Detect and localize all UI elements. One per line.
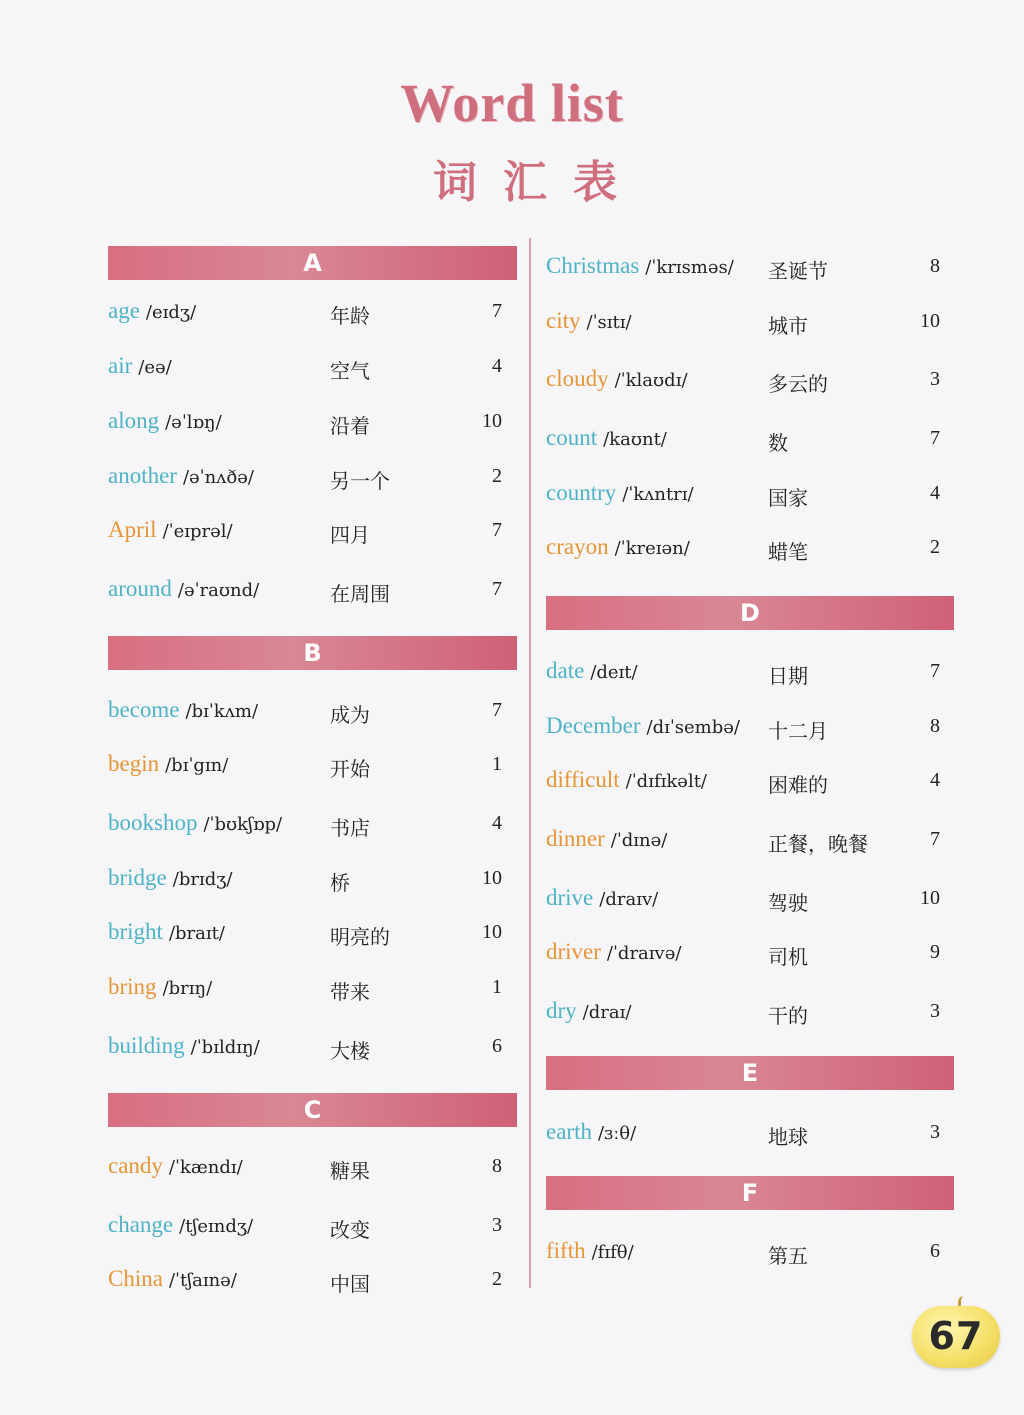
entry-meaning: 改变	[330, 1218, 370, 1242]
entry-unit: 7	[930, 660, 940, 682]
entry-meaning: 明亮的	[330, 925, 390, 949]
entry-phonetic: /ɜːθ/	[597, 1123, 637, 1144]
entry-meaning: 桥	[330, 871, 350, 895]
entry-meaning: 圣诞节	[768, 259, 828, 283]
entry-phonetic: /ˈtʃaɪnə/	[168, 1270, 237, 1291]
entry-phonetic: /tʃeɪndʒ/	[179, 1216, 254, 1237]
entry-meaning: 蜡笔	[768, 540, 808, 564]
entry-meaning: 空气	[330, 359, 370, 383]
entry-word: around	[108, 576, 172, 601]
page-number: 67	[928, 1314, 984, 1358]
entry-april	[108, 517, 518, 553]
entry-meaning: 在周围	[330, 582, 390, 606]
entry-unit: 2	[492, 1268, 502, 1290]
entry-phonetic: /ˈkrɪsməs/	[645, 257, 734, 278]
entry-word: April	[108, 517, 157, 542]
section-header-b: B	[108, 636, 517, 670]
entry-unit: 3	[492, 1214, 502, 1236]
entry-word: earth	[546, 1119, 592, 1144]
entry-cloudy	[546, 366, 956, 402]
entry-unit: 7	[930, 828, 940, 850]
entry-country	[546, 480, 956, 516]
entry-begin	[108, 751, 518, 787]
entry-dinner	[546, 826, 956, 862]
entry-unit: 3	[930, 368, 940, 390]
entry-phonetic: /ˈkreɪən/	[614, 538, 690, 559]
entry-phonetic: /əˈlɒŋ/	[165, 412, 222, 433]
entry-word: another	[108, 463, 177, 488]
entry-word: bookshop	[108, 810, 198, 835]
entry-word: dry	[546, 998, 577, 1023]
entry-december	[546, 713, 956, 749]
entry-phonetic: /ˈdɪnə/	[610, 830, 668, 851]
entry-count	[546, 425, 956, 461]
entry-meaning: 书店	[330, 816, 370, 840]
entry-crayon	[546, 534, 956, 570]
entry-phonetic: /əˈraʊnd/	[177, 580, 260, 601]
entry-unit: 10	[482, 410, 502, 432]
entry-word: begin	[108, 751, 160, 776]
entry-word: bright	[108, 919, 163, 944]
entry-unit: 4	[492, 812, 502, 834]
entry-word: change	[108, 1212, 174, 1237]
entry-become	[108, 697, 518, 733]
entry-phonetic: /ˈdɪfɪkəlt/	[625, 771, 707, 792]
entry-meaning: 年龄	[330, 304, 370, 328]
entry-phonetic: /bɪˈkʌm/	[185, 701, 259, 722]
entry-fifth	[546, 1238, 956, 1274]
entry-meaning: 大楼	[330, 1039, 370, 1063]
column-divider	[529, 238, 531, 1288]
entry-word: difficult	[546, 767, 620, 792]
entry-change	[108, 1212, 518, 1248]
word-list-title-chinese: 词汇表	[433, 157, 643, 208]
entry-unit: 4	[930, 482, 940, 504]
entry-unit: 7	[492, 578, 502, 600]
entry-phonetic: /ˈklaʊdɪ/	[614, 370, 688, 391]
entry-unit: 6	[492, 1035, 502, 1057]
entry-another	[108, 463, 518, 499]
entry-unit: 4	[492, 355, 502, 377]
entry-word: candy	[108, 1153, 163, 1178]
entry-drive	[546, 885, 956, 921]
entry-unit: 9	[930, 941, 940, 963]
entry-phonetic: /ˈkʌntrɪ/	[622, 484, 694, 505]
entry-meaning: 司机	[768, 945, 808, 969]
entry-word: drive	[546, 885, 594, 910]
entry-meaning: 困难的	[768, 773, 828, 797]
entry-word: driver	[546, 939, 601, 964]
entry-word: crayon	[546, 534, 609, 559]
entry-unit: 10	[482, 867, 502, 889]
entry-phonetic: /ˈeɪprəl/	[162, 521, 233, 542]
entry-unit: 1	[492, 976, 502, 998]
entry-meaning: 国家	[768, 486, 808, 510]
entry-word: along	[108, 408, 160, 433]
entry-phonetic: /ˈdraɪvə/	[606, 943, 682, 964]
entry-phonetic: /əˈnʌðə/	[182, 467, 254, 488]
entry-meaning: 中国	[330, 1272, 370, 1296]
entry-phonetic: /ˈkændɪ/	[168, 1157, 243, 1178]
entry-unit: 8	[930, 715, 940, 737]
entry-meaning: 另一个	[330, 469, 390, 493]
entry-phonetic: /eɪdʒ/	[145, 302, 197, 323]
entry-phonetic: /ˈbʊkʃɒp/	[203, 814, 283, 835]
entry-unit: 3	[930, 1121, 940, 1143]
entry-meaning: 开始	[330, 757, 370, 781]
entry-word: dinner	[546, 826, 605, 851]
word-list-title: Word list	[400, 73, 624, 133]
entry-date	[546, 658, 956, 694]
entry-earth	[546, 1119, 956, 1155]
entry-unit: 7	[492, 519, 502, 541]
entry-phonetic: /brɪŋ/	[162, 978, 213, 999]
entry-meaning: 带来	[330, 980, 370, 1004]
entry-word: Christmas	[546, 253, 640, 278]
entry-phonetic: /fɪfθ/	[591, 1242, 634, 1263]
entry-phonetic: /kaʊnt/	[603, 429, 667, 450]
entry-word: country	[546, 480, 617, 505]
entry-unit: 8	[930, 255, 940, 277]
entry-difficult	[546, 767, 956, 803]
entry-phonetic: /draɪv/	[599, 889, 659, 910]
entry-unit: 4	[930, 769, 940, 791]
entry-word: date	[546, 658, 585, 683]
entry-word: cloudy	[546, 366, 609, 391]
entry-building	[108, 1033, 518, 1069]
entry-city	[546, 308, 956, 344]
entry-phonetic: /deɪt/	[590, 662, 638, 683]
section-header-c: C	[108, 1093, 517, 1127]
entry-unit: 10	[920, 887, 940, 909]
entry-unit: 2	[492, 465, 502, 487]
section-header-f: F	[546, 1176, 954, 1210]
entry-bright	[108, 919, 518, 955]
entry-meaning: 日期	[768, 664, 808, 688]
entry-phonetic: /bɪˈgɪn/	[165, 755, 229, 776]
entry-unit: 7	[492, 300, 502, 322]
entry-around	[108, 576, 518, 612]
entry-phonetic: /draɪ/	[582, 1002, 632, 1023]
entry-unit: 10	[920, 310, 940, 332]
section-header-a: A	[108, 246, 517, 280]
entry-phonetic: /eə/	[138, 357, 172, 378]
entry-dry	[546, 998, 956, 1034]
entry-meaning: 地球	[768, 1125, 808, 1149]
entry-meaning: 第五	[768, 1244, 808, 1268]
entry-phonetic: /brɪdʒ/	[172, 869, 233, 890]
entry-unit: 8	[492, 1155, 502, 1177]
entry-driver	[546, 939, 956, 975]
entry-phonetic: /ˈsɪtɪ/	[586, 312, 632, 333]
entry-unit: 3	[930, 1000, 940, 1022]
entry-meaning: 四月	[330, 523, 370, 547]
entry-meaning: 多云的	[768, 372, 828, 396]
entry-meaning: 成为	[330, 703, 370, 727]
entry-bring	[108, 974, 518, 1010]
entry-meaning: 沿着	[330, 414, 370, 438]
entry-air	[108, 353, 518, 389]
entry-meaning: 城市	[768, 314, 808, 338]
entry-word: fifth	[546, 1238, 586, 1263]
entry-phonetic: /braɪt/	[168, 923, 225, 944]
entry-unit: 2	[930, 536, 940, 558]
entry-meaning: 正餐，晚餐	[768, 832, 868, 856]
entry-word: count	[546, 425, 598, 450]
section-header-d: D	[546, 596, 954, 630]
entry-meaning: 糖果	[330, 1159, 370, 1183]
entry-bridge	[108, 865, 518, 901]
entry-phonetic: /ˈbɪldɪŋ/	[190, 1037, 260, 1058]
entry-meaning: 干的	[768, 1004, 808, 1028]
entry-candy	[108, 1153, 518, 1189]
entry-word: December	[546, 713, 641, 738]
entry-word: city	[546, 308, 581, 333]
entry-along	[108, 408, 518, 444]
entry-meaning: 驾驶	[768, 891, 808, 915]
entry-bookshop	[108, 810, 518, 846]
section-header-e: E	[546, 1056, 954, 1090]
entry-china	[108, 1266, 518, 1302]
entry-word: bring	[108, 974, 157, 999]
entry-unit: 10	[482, 921, 502, 943]
entry-word: building	[108, 1033, 185, 1058]
entry-word: become	[108, 697, 180, 722]
entry-word: age	[108, 298, 140, 323]
entry-phonetic: /dɪˈsembə/	[646, 717, 740, 738]
entry-meaning: 数	[768, 431, 788, 455]
entry-meaning: 十二月	[768, 719, 828, 743]
entry-unit: 7	[492, 699, 502, 721]
entry-word: China	[108, 1266, 163, 1291]
entry-unit: 6	[930, 1240, 940, 1262]
entry-word: bridge	[108, 865, 167, 890]
entry-christmas	[546, 253, 956, 289]
entry-unit: 7	[930, 427, 940, 449]
entry-word: air	[108, 353, 133, 378]
entry-age	[108, 298, 518, 334]
entry-unit: 1	[492, 753, 502, 775]
